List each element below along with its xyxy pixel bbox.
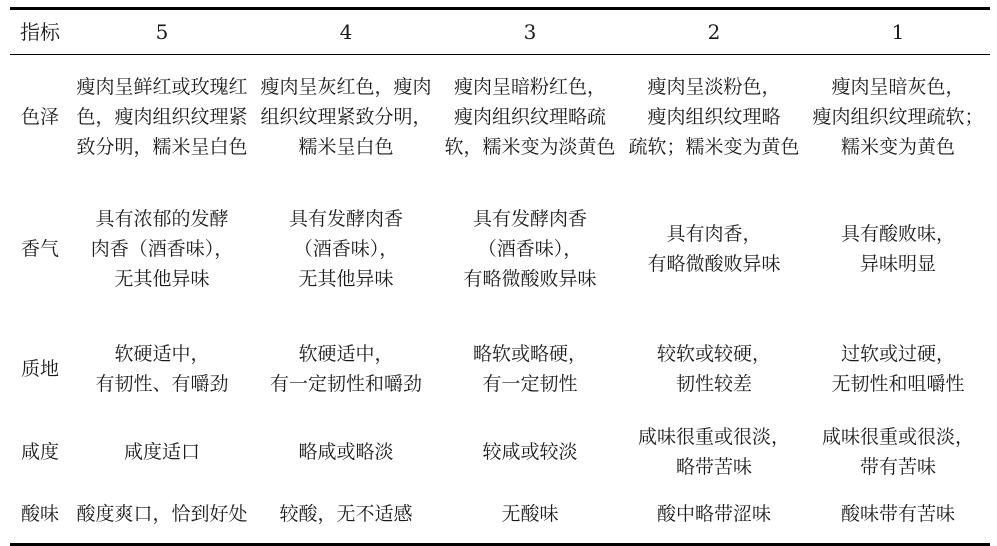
cell-line: 瘦肉呈鲜红或玫瑰红 xyxy=(76,76,248,98)
cell-line: 有一定韧性和嚼劲 xyxy=(269,373,422,395)
table-cell xyxy=(806,55,990,180)
table-cell xyxy=(806,485,990,545)
header-score-3: 3 xyxy=(523,20,537,44)
cell-line: 无其他异味 xyxy=(298,268,394,290)
cell-line: 略带苦味 xyxy=(675,456,752,478)
cell-text xyxy=(438,437,622,467)
row-label: 香气 xyxy=(20,238,59,260)
cell-line: 韧性较差 xyxy=(675,373,752,395)
cell-line: 具有浓郁的发酵 xyxy=(95,208,229,230)
table-body xyxy=(10,55,990,545)
table-cell xyxy=(70,179,254,319)
cell-line: 略软或略硬， xyxy=(472,343,587,365)
table-cell xyxy=(622,319,806,419)
cell-line: 咸味很重或很淡， xyxy=(821,426,974,448)
cell-line: 瘦肉呈灰红色，瘦肉 xyxy=(260,76,432,98)
cell-text xyxy=(254,499,438,529)
cell-text xyxy=(806,72,990,162)
table-cell xyxy=(254,55,438,180)
cell-line: 具有发酵肉香 xyxy=(288,208,403,230)
table-cell xyxy=(438,179,622,319)
row-label: 酸味 xyxy=(20,503,59,525)
cell-line: 酸度爽口，恰到好处 xyxy=(76,503,248,525)
cell-line: 酸味带有苦味 xyxy=(840,503,955,525)
table-cell xyxy=(254,179,438,319)
cell-line: 无其他异味 xyxy=(114,268,210,290)
cell-text xyxy=(438,339,622,399)
cell-line: （酒香味）， xyxy=(293,238,399,260)
cell-text xyxy=(806,422,990,482)
cell-text xyxy=(254,339,438,399)
cell-text xyxy=(622,72,806,162)
cell-text xyxy=(438,72,622,162)
cell-text xyxy=(806,219,990,279)
sensory-evaluation-table-container xyxy=(10,7,990,546)
header-score-4: 4 xyxy=(339,20,353,44)
cell-line: 具有发酵肉香 xyxy=(472,208,587,230)
table-cell xyxy=(622,419,806,485)
cell-text xyxy=(806,339,990,399)
cell-line: 瘦肉组织纹理疏软； xyxy=(812,106,984,128)
cell-text xyxy=(806,499,990,529)
cell-line: 组织纹理紧致分明， xyxy=(260,106,432,128)
cell-line: 瘦肉组织纹理略疏 xyxy=(453,106,606,128)
table-cell xyxy=(806,179,990,319)
cell-line: 过软或过硬， xyxy=(840,343,955,365)
cell-text xyxy=(622,219,806,279)
table-row-texture xyxy=(10,319,990,419)
row-label: 色泽 xyxy=(20,106,59,128)
table-row-aroma xyxy=(10,179,990,319)
cell-line: 有韧性、有嚼劲 xyxy=(95,373,229,395)
table-header xyxy=(10,9,990,55)
cell-line: 有一定韧性 xyxy=(482,373,578,395)
cell-line: 带有苦味 xyxy=(859,456,936,478)
header-row xyxy=(10,9,990,55)
cell-line: 肉香（酒香味）， xyxy=(90,238,234,260)
cell-line: 瘦肉呈暗粉红色， xyxy=(453,76,606,98)
cell-text xyxy=(254,437,438,467)
row-label: 质地 xyxy=(20,358,59,380)
cell-line: 无韧性和咀嚼性 xyxy=(831,373,965,395)
table-cell xyxy=(438,55,622,180)
cell-line: 软，糯米变为淡黄色 xyxy=(444,136,616,158)
table-cell xyxy=(70,55,254,180)
cell-line: 软硬适中， xyxy=(298,343,394,365)
header-score-2: 2 xyxy=(707,20,721,44)
cell-line: 糯米变为黄色 xyxy=(840,136,955,158)
table-cell xyxy=(622,485,806,545)
table-row-saltiness xyxy=(10,419,990,485)
cell-line: 异味明显 xyxy=(859,253,936,275)
cell-line: 软硬适中， xyxy=(114,343,210,365)
cell-line: 具有肉香， xyxy=(666,223,762,245)
cell-text xyxy=(70,499,254,529)
cell-line: 瘦肉组织纹理略 xyxy=(647,106,781,128)
cell-line: 咸度适口 xyxy=(123,441,200,463)
table-cell xyxy=(254,485,438,545)
table-cell xyxy=(438,485,622,545)
header-score-5: 5 xyxy=(155,20,169,44)
cell-line: 略咸或略淡 xyxy=(298,441,394,463)
cell-line: 有略微酸败异味 xyxy=(647,253,781,275)
cell-line: 酸中略带涩味 xyxy=(656,503,771,525)
cell-text xyxy=(70,339,254,399)
header-score-1: 1 xyxy=(891,20,905,44)
table-row-sourness xyxy=(10,485,990,545)
table-cell xyxy=(254,319,438,419)
cell-line: 疏软；糯米变为黄色 xyxy=(628,136,800,158)
table-cell xyxy=(70,419,254,485)
table-cell xyxy=(70,319,254,419)
cell-line: 无酸味 xyxy=(501,503,559,525)
sensory-evaluation-table xyxy=(10,7,990,546)
cell-line: 致分明，糯米呈白色 xyxy=(76,136,248,158)
cell-line: 糯米呈白色 xyxy=(298,136,394,158)
cell-line: 瘦肉呈暗灰色， xyxy=(831,76,965,98)
cell-line: 具有酸败味， xyxy=(840,223,955,245)
cell-text xyxy=(70,72,254,162)
table-cell xyxy=(438,419,622,485)
cell-text xyxy=(622,339,806,399)
cell-text xyxy=(254,72,438,162)
table-cell xyxy=(622,55,806,180)
table-cell xyxy=(254,419,438,485)
table-cell xyxy=(438,319,622,419)
cell-text xyxy=(438,204,622,294)
cell-line: 咸味很重或很淡， xyxy=(637,426,790,448)
cell-line: （酒香味）， xyxy=(477,238,583,260)
cell-line: 瘦肉呈淡粉色， xyxy=(647,76,781,98)
cell-text xyxy=(254,204,438,294)
cell-line: 较酸，无不适感 xyxy=(279,503,413,525)
table-row-color xyxy=(10,55,990,180)
cell-text xyxy=(438,499,622,529)
table-cell xyxy=(622,179,806,319)
table-cell xyxy=(806,419,990,485)
row-label: 咸度 xyxy=(20,441,59,463)
cell-line: 色，瘦肉组织纹理紧 xyxy=(76,106,248,128)
cell-line: 较软或较硬， xyxy=(656,343,771,365)
cell-text xyxy=(622,499,806,529)
table-cell xyxy=(70,485,254,545)
cell-line: 较咸或较淡 xyxy=(482,441,578,463)
table-cell xyxy=(806,319,990,419)
cell-text xyxy=(622,422,806,482)
cell-text xyxy=(70,437,254,467)
cell-line: 有略微酸败异味 xyxy=(463,268,597,290)
cell-text xyxy=(70,204,254,294)
header-indicator: 指标 xyxy=(20,20,60,44)
